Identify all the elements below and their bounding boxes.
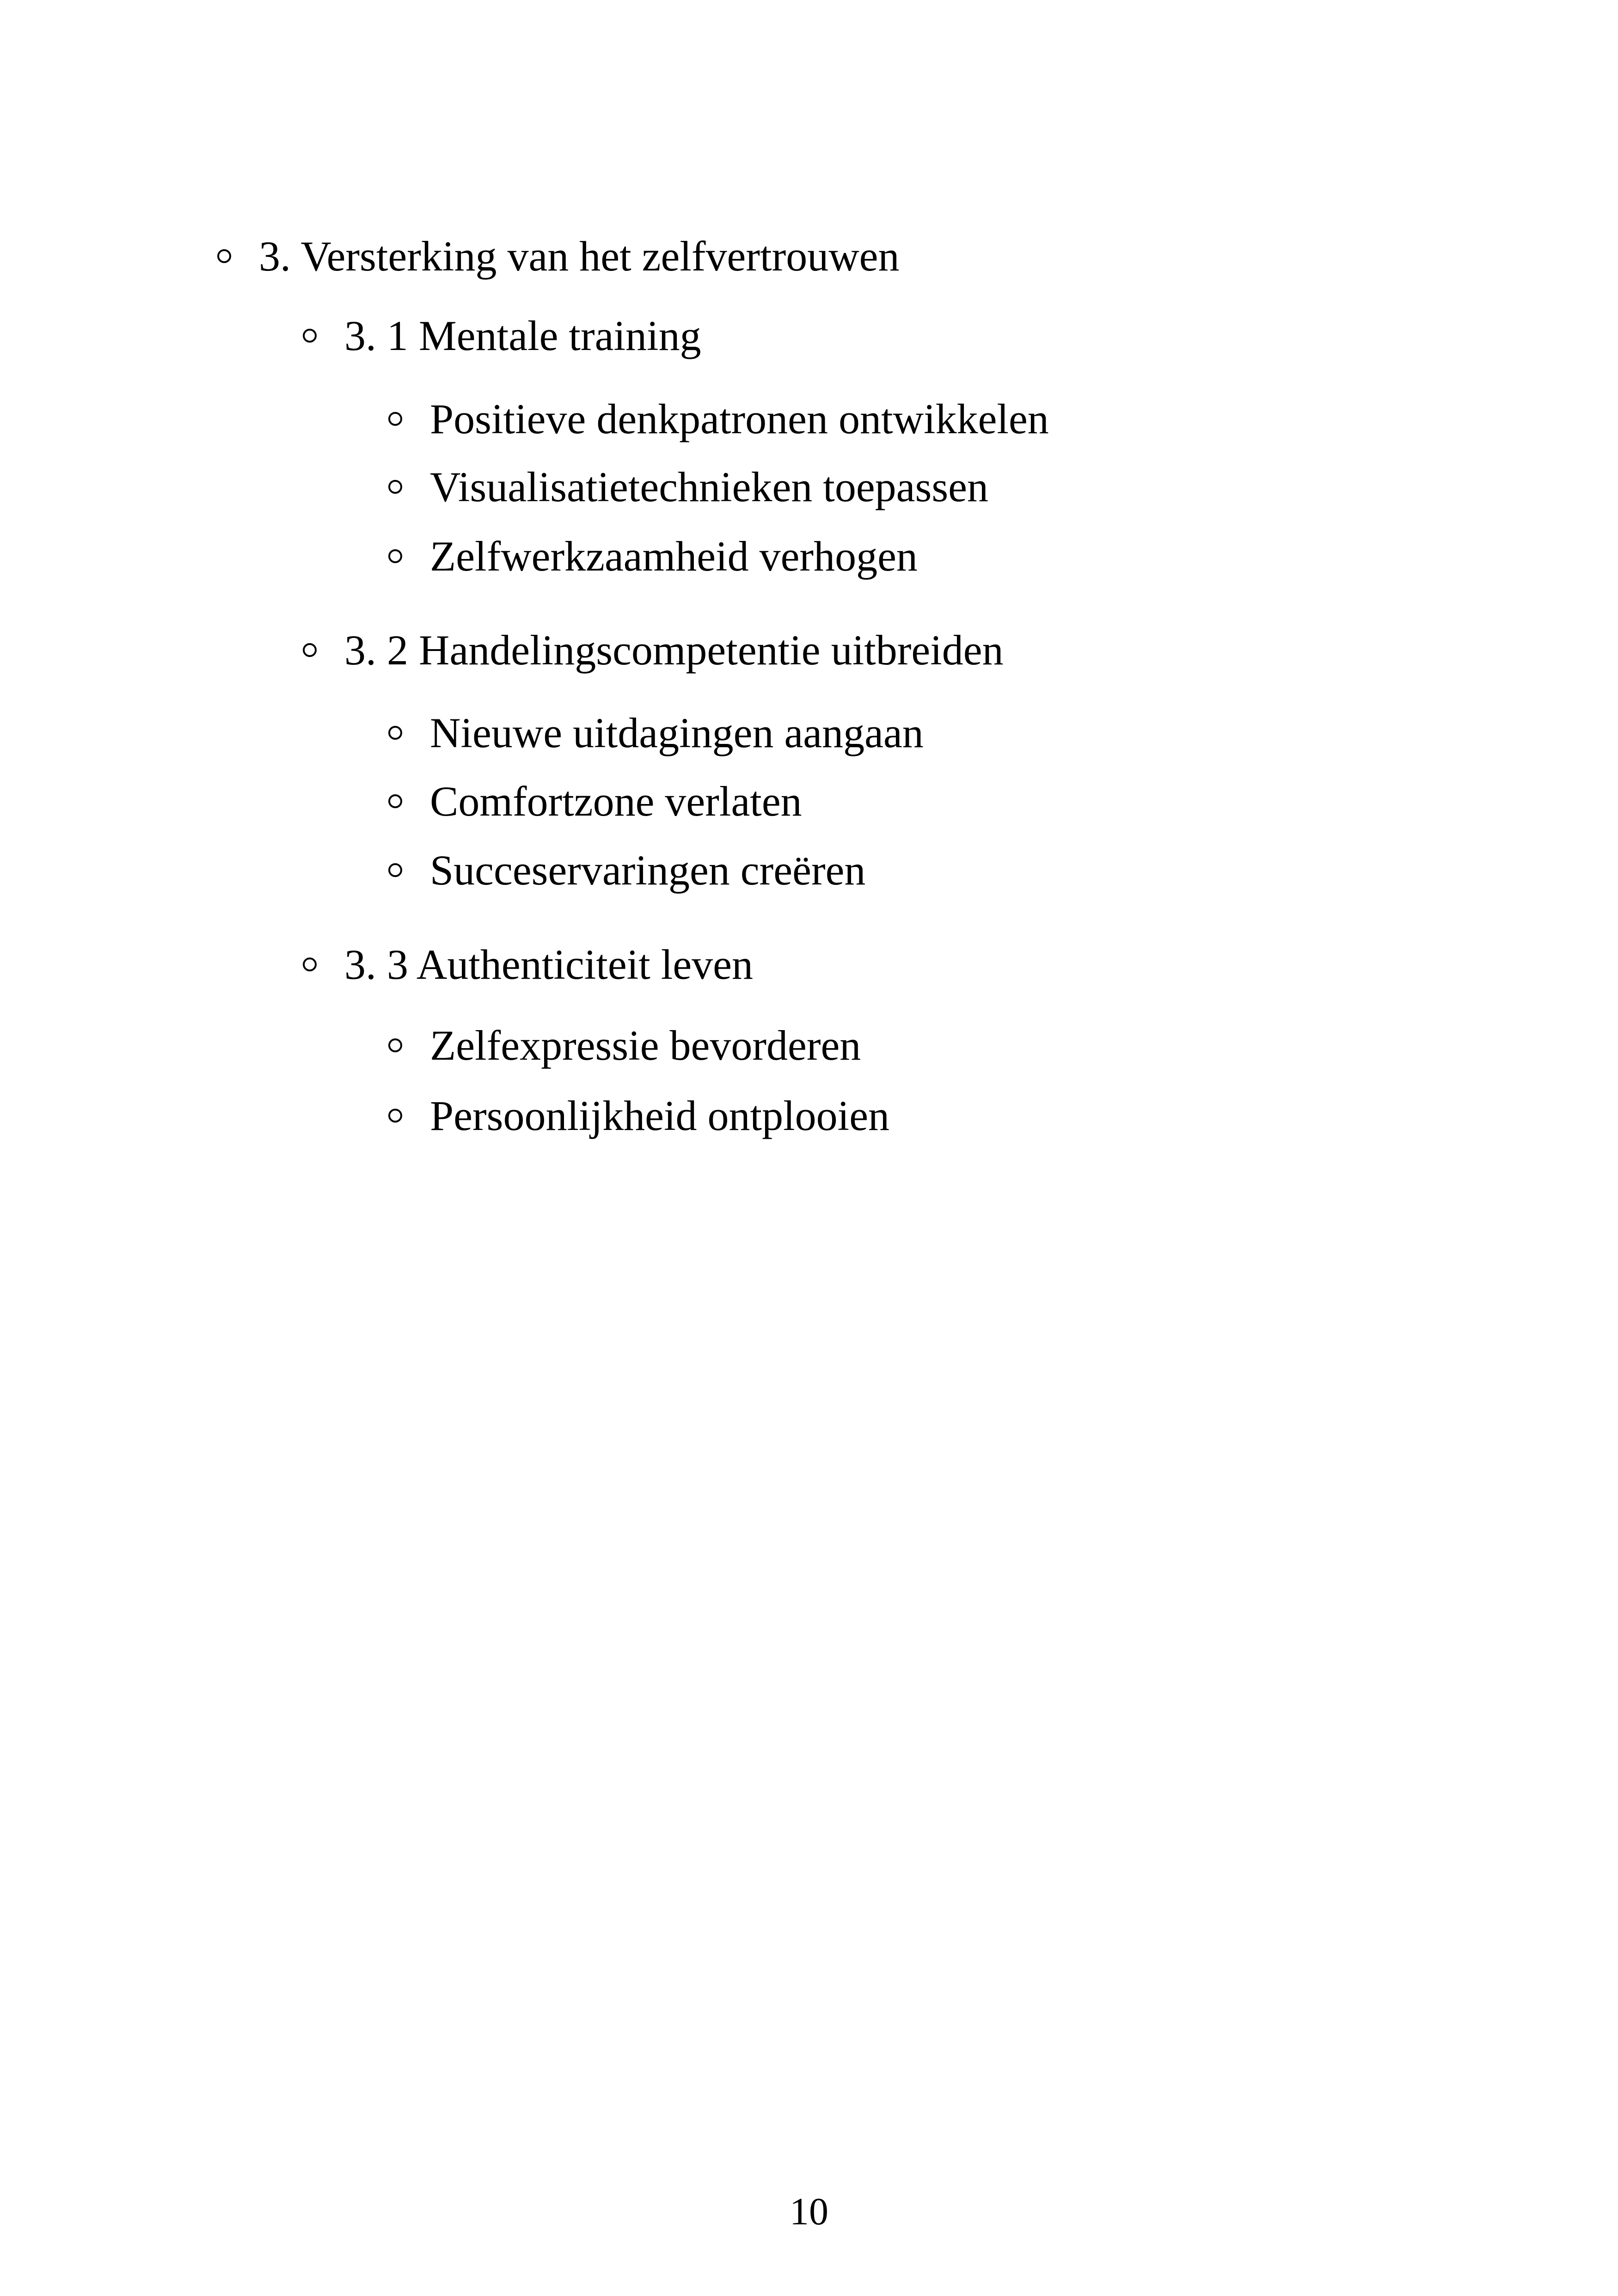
subsection-heading: 3. 2 Handelingscompetentie uitbreiden [344,626,1004,674]
outline-item [388,847,866,894]
outline-section-3 [217,233,900,280]
outline-item-text: Persoonlijkheid ontplooien [430,1092,890,1139]
hollow-circle-bullet-icon [388,1038,402,1052]
outline-subsection-3-1 [303,314,701,357]
subsection-heading: 3. 1 Mentale training [344,312,701,359]
outline-item [388,533,918,580]
outline-item [388,1024,861,1067]
outline-item-text: Zelfwerkzaamheid verhogen [430,533,918,580]
hollow-circle-bullet-icon [303,643,317,657]
hollow-circle-bullet-icon [388,549,402,563]
outline-item-text: Positieve denkpatronen ontwikkelen [430,395,1049,442]
outline-item-text: Succeservaringen creëren [430,847,866,894]
outline-item [388,463,988,510]
page-number: 10 [790,2190,828,2233]
hollow-circle-bullet-icon [388,412,402,426]
outline-subsection-3-2 [303,626,1004,674]
outline-item-text: Comfortzone verlaten [430,778,802,825]
hollow-circle-bullet-icon [388,1109,402,1123]
hollow-circle-bullet-icon [388,794,402,808]
outline-item [388,780,802,823]
outline-item-text: Visualisatietechnieken toepassen [430,463,988,510]
outline-item [388,709,924,756]
outline-item-text: Zelfexpressie bevorderen [430,1022,861,1069]
hollow-circle-bullet-icon [303,329,317,343]
hollow-circle-bullet-icon [303,958,317,971]
hollow-circle-bullet-icon [217,249,231,263]
outline-item-text: Nieuwe uitdagingen aangaan [430,709,924,756]
hollow-circle-bullet-icon [388,863,402,877]
outline-item [388,1094,889,1137]
hollow-circle-bullet-icon [388,726,402,740]
outline-subsection-3-3 [303,943,753,986]
hollow-circle-bullet-icon [388,480,402,494]
outline-item [388,395,1049,442]
section-heading: 3. Versterking van het zelfvertrouwen [259,233,900,280]
subsection-heading: 3. 3 Authenticiteit leven [344,941,754,988]
